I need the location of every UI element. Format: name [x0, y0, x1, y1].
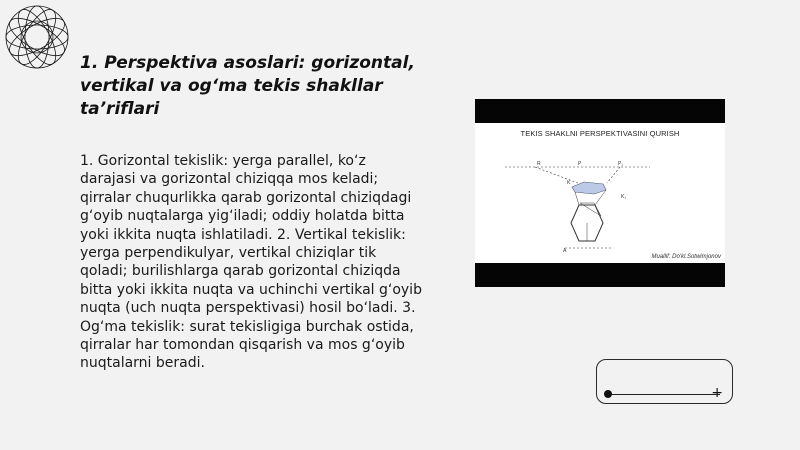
figure-caption: TEKIS SHAKLNI PERSPEKTIVASINI QURISH	[520, 129, 680, 138]
slider-knob-icon[interactable]	[604, 390, 612, 398]
progress-slider[interactable]	[596, 359, 733, 404]
svg-text:R: R	[537, 161, 541, 167]
figure-bottom-bar	[475, 263, 725, 287]
svg-text:K₁: K₁	[621, 194, 627, 200]
svg-text:P: P	[578, 161, 582, 167]
slider-track[interactable]	[607, 394, 720, 395]
slide-body-text: 1. Gorizontal tekislik: yerga parallel, ko‘z darajasi va gorizontal chiziqqa mos keladi; qirralar chuqurlikka qarab gorizontal chiziqdagi g‘oyib nuqtalarga yig‘iladi; oddiy holatda bitta yoki ikkita nuqta ishlatiladi. 2. Vertikal tekislik: yerga perpendikulyar, vertikal chiziqlar tik qoladi; burilishlarga qarab gorizontal chiziqda bitta yoki ikkita nuqta va uchinchi vertikal g‘oyib nuqta (uch nuqta perspektivasi) hosil bo‘ladi. 3. Og‘ma tekislik: surat tekisligiga burchak ostida, qirralar har tomondan qisqarish va mos g‘oyib nuqtalarni beradi.	[80, 153, 422, 372]
plus-icon[interactable]: +	[711, 385, 723, 401]
spirograph-logo-icon	[4, 4, 70, 70]
slide-title: 1. Perspektiva asoslari: gorizontal, vertikal va og‘ma tekis shakllar ta’riflari	[80, 53, 415, 119]
perspective-figure-image	[475, 99, 725, 287]
hexagon-perspective-drawing	[475, 123, 725, 263]
svg-text:A: A	[563, 248, 567, 254]
figure-top-bar	[475, 99, 725, 123]
svg-text:K: K	[567, 180, 571, 186]
svg-text:P₁: P₁	[618, 161, 624, 167]
figure-signature: Muallif: Do'kl.Sotwimjonov	[651, 254, 721, 260]
